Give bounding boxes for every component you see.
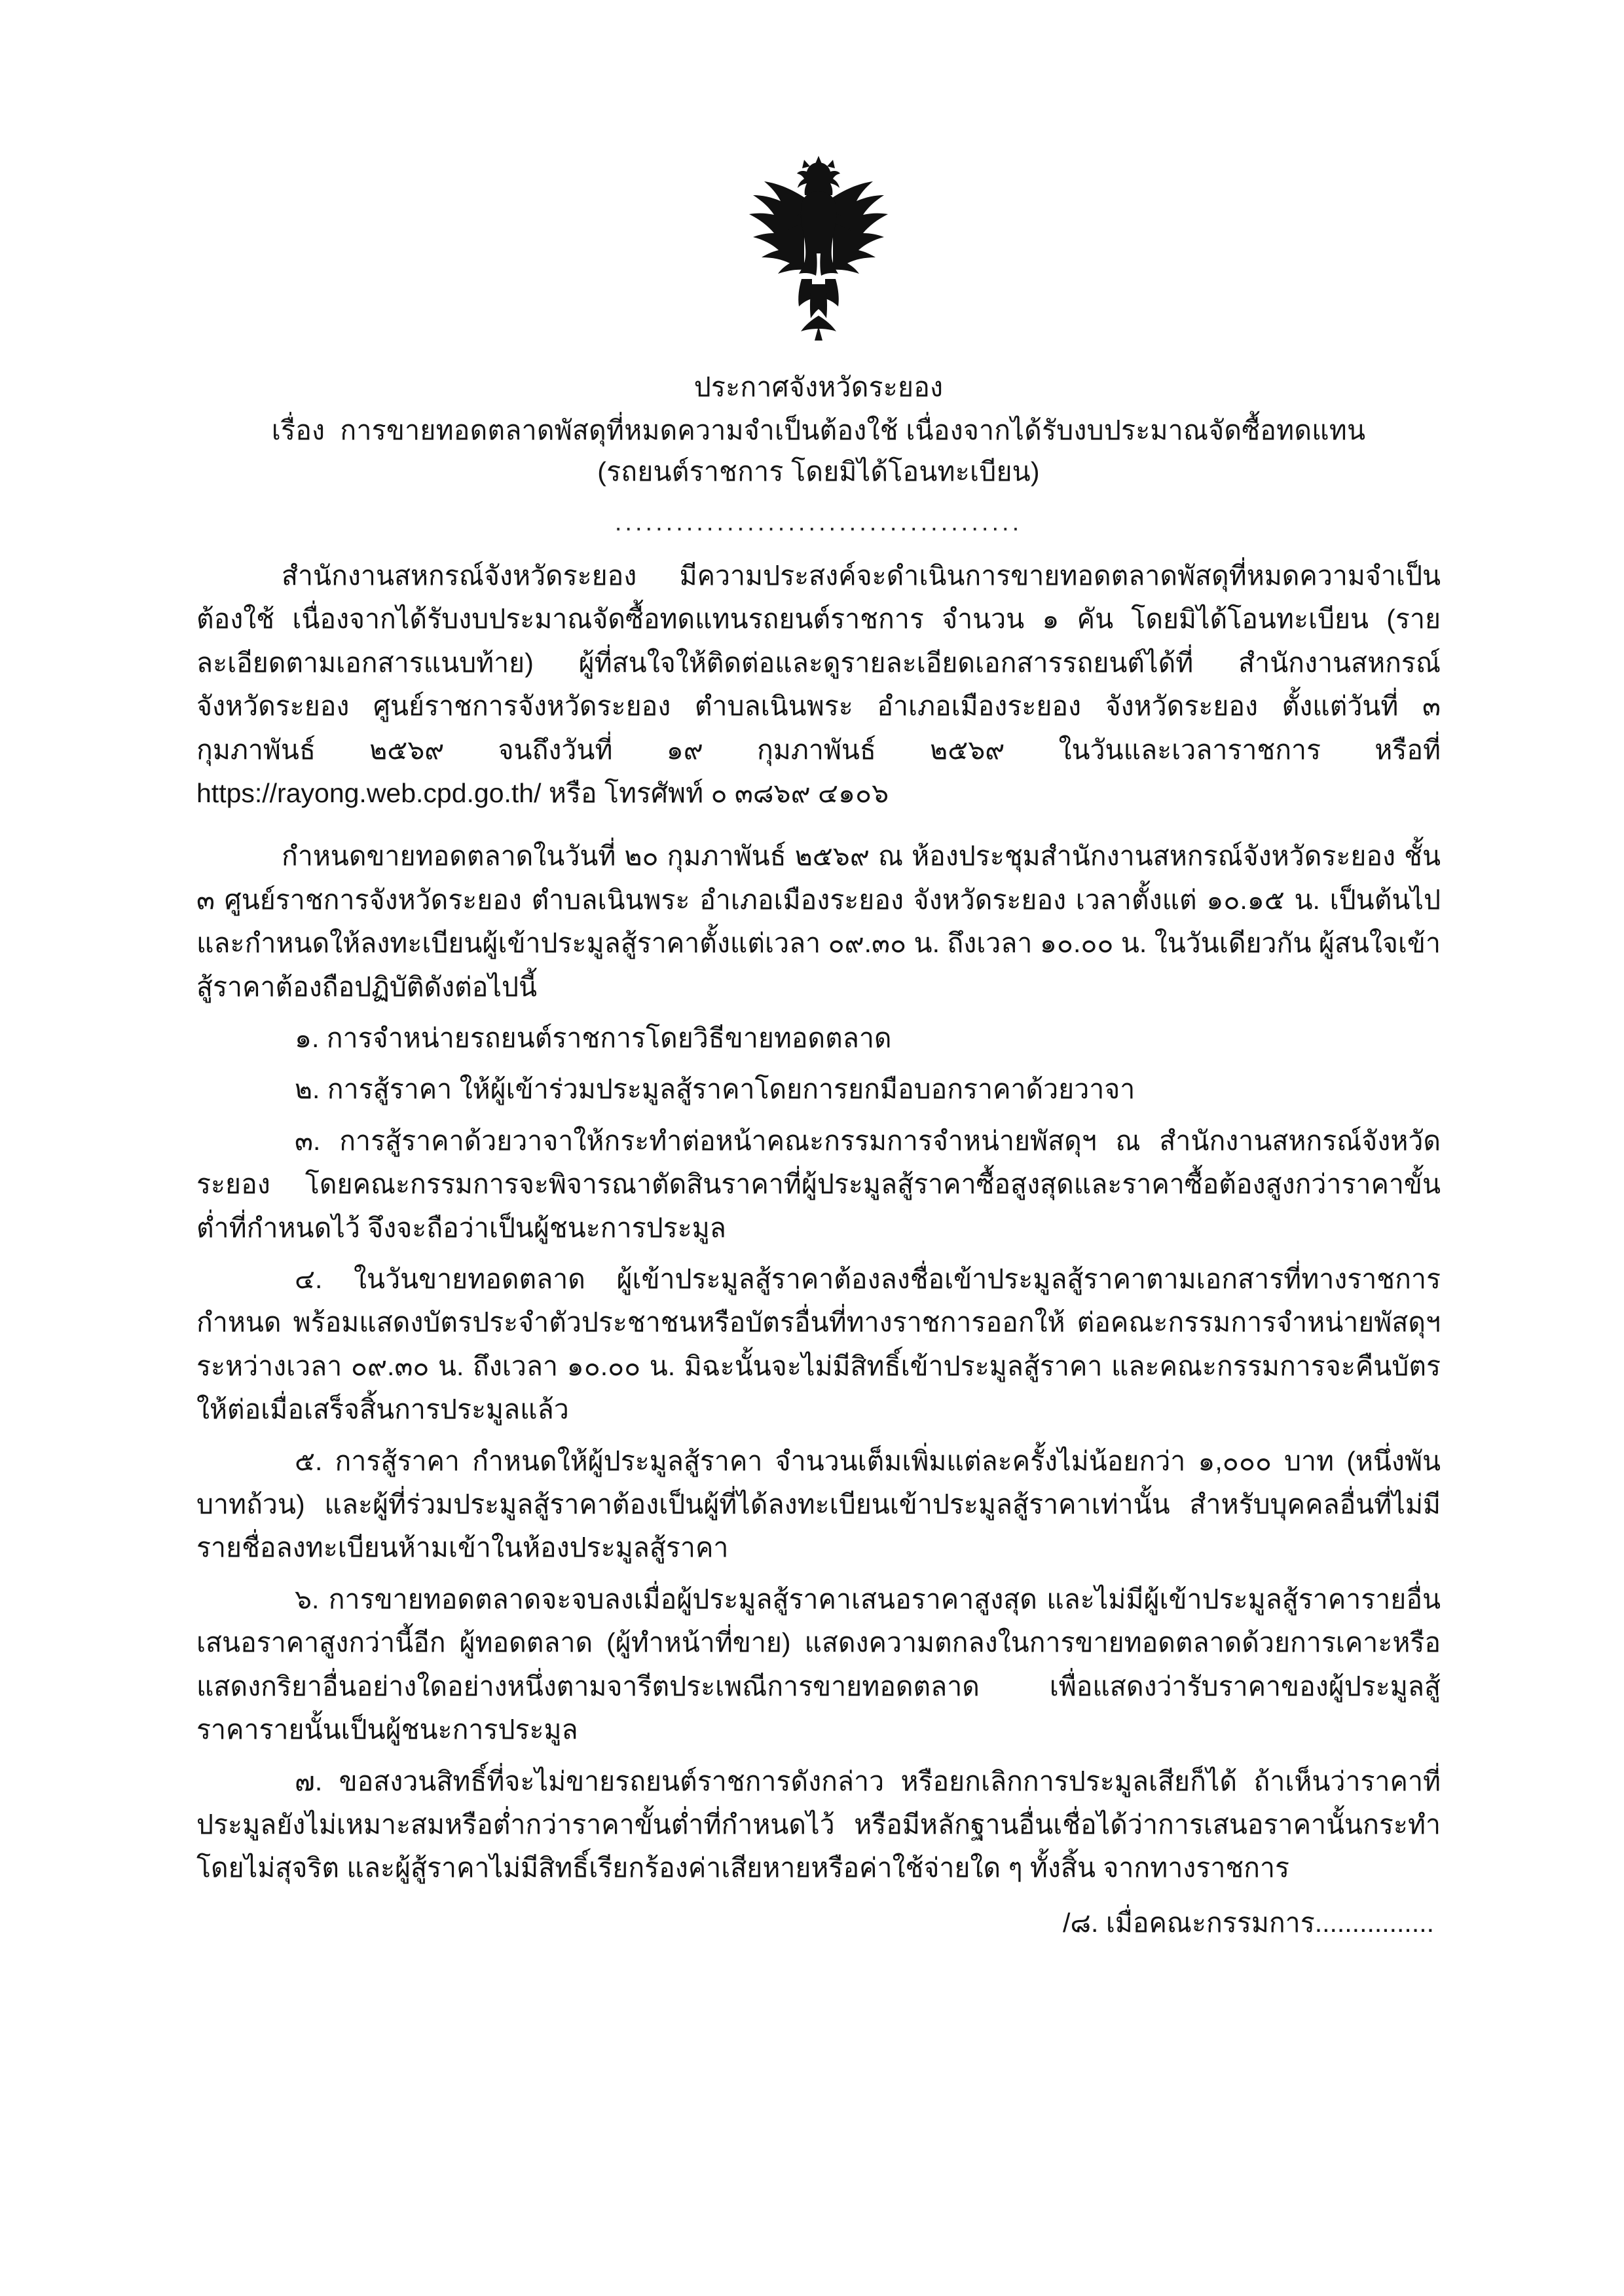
page-title: ประกาศจังหวัดระยอง	[693, 372, 944, 402]
paragraph-item-1: ๑. การจำหน่ายรถยนต์ราชการโดยวิธีขายทอดตลาด	[295, 1023, 892, 1053]
spacer	[196, 1011, 1441, 1016]
document-header	[196, 367, 1441, 492]
spacer	[196, 1434, 1441, 1439]
emblem-container	[196, 151, 1441, 360]
paragraph-item-5: ๕. การสู้ราคา กำหนดให้ผู้ประมูลสู้ราคา จำนวนเต็มเพิ่มแต่ละครั้งไม่น้อยกว่า ๑,๐๐๐ บาท (หนึ่งพันบาทถ้วน) และผู้ที่ร่วมประมูลสู้ราคาต้องเป็นผู้ที่ได้ลงทะเบียนเข้าประมูลสู้ราคาเท่านั้น สำหรับบุคคลอื่นที่ไม่มีรายชื่อลงทะเบียนห้ามเข้าในห้องประมูลสู้ราคา	[196, 1445, 1441, 1563]
document-content	[196, 151, 1449, 1944]
spacer	[196, 1062, 1441, 1067]
spacer	[196, 1252, 1441, 1257]
paragraph-item-6: ๖. การขายทอดตลาดจะจบลงเมื่อผู้ประมูลสู้ราคาเสนอราคาสูงสุด และไม่มีผู้เข้าประมูลสู้ราคารายอื่นเสนอราคาสูงกว่านี้อีก ผู้ทอดตลาด (ผู้ทำหน้าที่ขาย) แสดงความตกลงในการขายทอดตลาดด้วยการเคาะหรือแสดงกริยาอื่นอย่างใดอย่างหนึ่งตามจารีตประเพณีการขายทอดตลาด เพื่อแสดงว่ารับราคาของผู้ประมูลสู้ราคารายนั้นเป็นผู้ชนะการประมูล	[196, 1583, 1441, 1745]
page-subject: เรื่อง การขายทอดตลาดพัสดุที่หมดความจำเป็นต้องใช้ เนื่องจากได้รับงบประมาณจัดซื้อทดแทน	[271, 415, 1366, 446]
spacer	[196, 1572, 1441, 1578]
paragraph-auction-schedule: กำหนดขายทอดตลาดในวันที่ ๒๐ กุมภาพันธ์ ๒๕๖๙ ณ ห้องประชุมสำนักงานสหกรณ์จังหวัดระยอง ชั้น ๓ ศูนย์ราชการจังหวัดระยอง ตำบลเนินพระ อำเภอเมืองระยอง จังหวัดระยอง เวลาตั้งแต่ ๑๐.๑๕ น. เป็นต้นไป และกำหนดให้ลงทะเบียนผู้เข้าประมูลสู้ราคาตั้งแต่เวลา ๐๙.๓๐ น. ถึงเวลา ๑๐.๐๐ น. ในวันเดียวกัน ผู้สนใจเข้าสู้ราคาต้องถือปฏิบัติดังต่อไปนี้	[196, 841, 1449, 1002]
paragraph-intro: สำนักงานสหกรณ์จังหวัดระยอง มีความประสงค์จะดำเนินการขายทอดตลาดพัสดุที่หมดความจำเป็นต้องใช้ เนื่องจากได้รับงบประมาณจัดซื้อทดแทนรถยนต์ราชการ จำนวน ๑ คัน โดยมิได้โอนทะเบียน (รายละเอียดตามเอกสารแนบท้าย) ผู้ที่สนใจให้ติดต่อและดูรายละเอียดเอกสารรถยนต์ได้ที่ สำนักงานสหกรณ์จังหวัดระยอง ศูนย์ราชการจังหวัดระยอง ตำบลเนินพระ อำเภอเมืองระยอง จังหวัดระยอง ตั้งแต่วันที่ ๓ กุมภาพันธ์ ๒๕๖๙ จนถึงวันที่ ๑๙ กุมภาพันธ์ ๒๕๖๙ ในวันและเวลาราชการ หรือที่ https://rayong.web.cpd.go.th/ หรือ โทรศัพท์ ๐ ๓๘๖๙ ๔๑๐๖	[196, 560, 1449, 808]
paragraph-item-7: ๗. ขอสงวนสิทธิ์ที่จะไม่ขายรถยนต์ราชการดังกล่าว หรือยกเลิกการประมูลเสียก็ได้ ถ้าเห็นว่าราคาที่ประมูลยังไม่เหมาะสมหรือต่ำกว่าราคาขั้นต่ำที่กำหนดไว้ หรือมีหลักฐานอื่นเชื่อได้ว่าการเสนอราคานั้นกระทำโดยไม่สุจริต และผู้สู้ราคาไม่มีสิทธิ์เรียกร้องค่าเสียหายหรือค่าใช้จ่ายใด ๆ ทั้งสิ้น จากทางราชการ	[196, 1766, 1441, 1883]
page-continuation-note: /๘. เมื่อคณะกรรมการ................	[1063, 1907, 1434, 1938]
garuda-emblem-icon	[720, 151, 917, 347]
spacer	[196, 1114, 1441, 1119]
paragraph-item-3: ๓. การสู้ราคาด้วยวาจาให้กระทำต่อหน้าคณะกรรมการจำหน่ายพัสดุฯ ณ สำนักงานสหกรณ์จังหวัดระยอง โดยคณะกรรมการจะพิจารณาตัดสินราคาที่ผู้ประมูลสู้ราคาซื้อสูงสุดและราคาซื้อต้องสูงกว่าราคาขั้นต่ำที่กำหนดไว้ จึงจะถือว่าเป็นผู้ชนะการประมูล	[196, 1125, 1441, 1243]
spacer	[196, 1754, 1441, 1760]
spacer	[196, 817, 1441, 834]
paragraph-item-2: ๒. การสู้ราคา ให้ผู้เข้าร่วมประมูลสู้ราคาโดยการยกมือบอกราคาด้วยวาจา	[295, 1074, 1135, 1105]
header-divider: ........................................	[614, 508, 1023, 536]
page-subject-note: (รถยนต์ราชการ โดยมิได้โอนทะเบียน)	[597, 456, 1040, 487]
paragraph-item-4: ๔. ในวันขายทอดตลาด ผู้เข้าประมูลสู้ราคาต้องลงชื่อเข้าประมูลสู้ราคาตามเอกสารที่ทางราชการกำหนด พร้อมแสดงบัตรประจำตัวประชาชนหรือบัตรอื่นที่ทางราชการออกให้ ต่อคณะกรรมการจำหน่ายพัสดุฯ ระหว่างเวลา ๐๙.๓๐ น. ถึงเวลา ๑๐.๐๐ น. มิฉะนั้นจะไม่มีสิทธิ์เข้าประมูลสู้ราคา และคณะกรรมการจะคืนบัตรให้ต่อเมื่อเสร็จสิ้นการประมูลแล้ว	[196, 1264, 1449, 1425]
